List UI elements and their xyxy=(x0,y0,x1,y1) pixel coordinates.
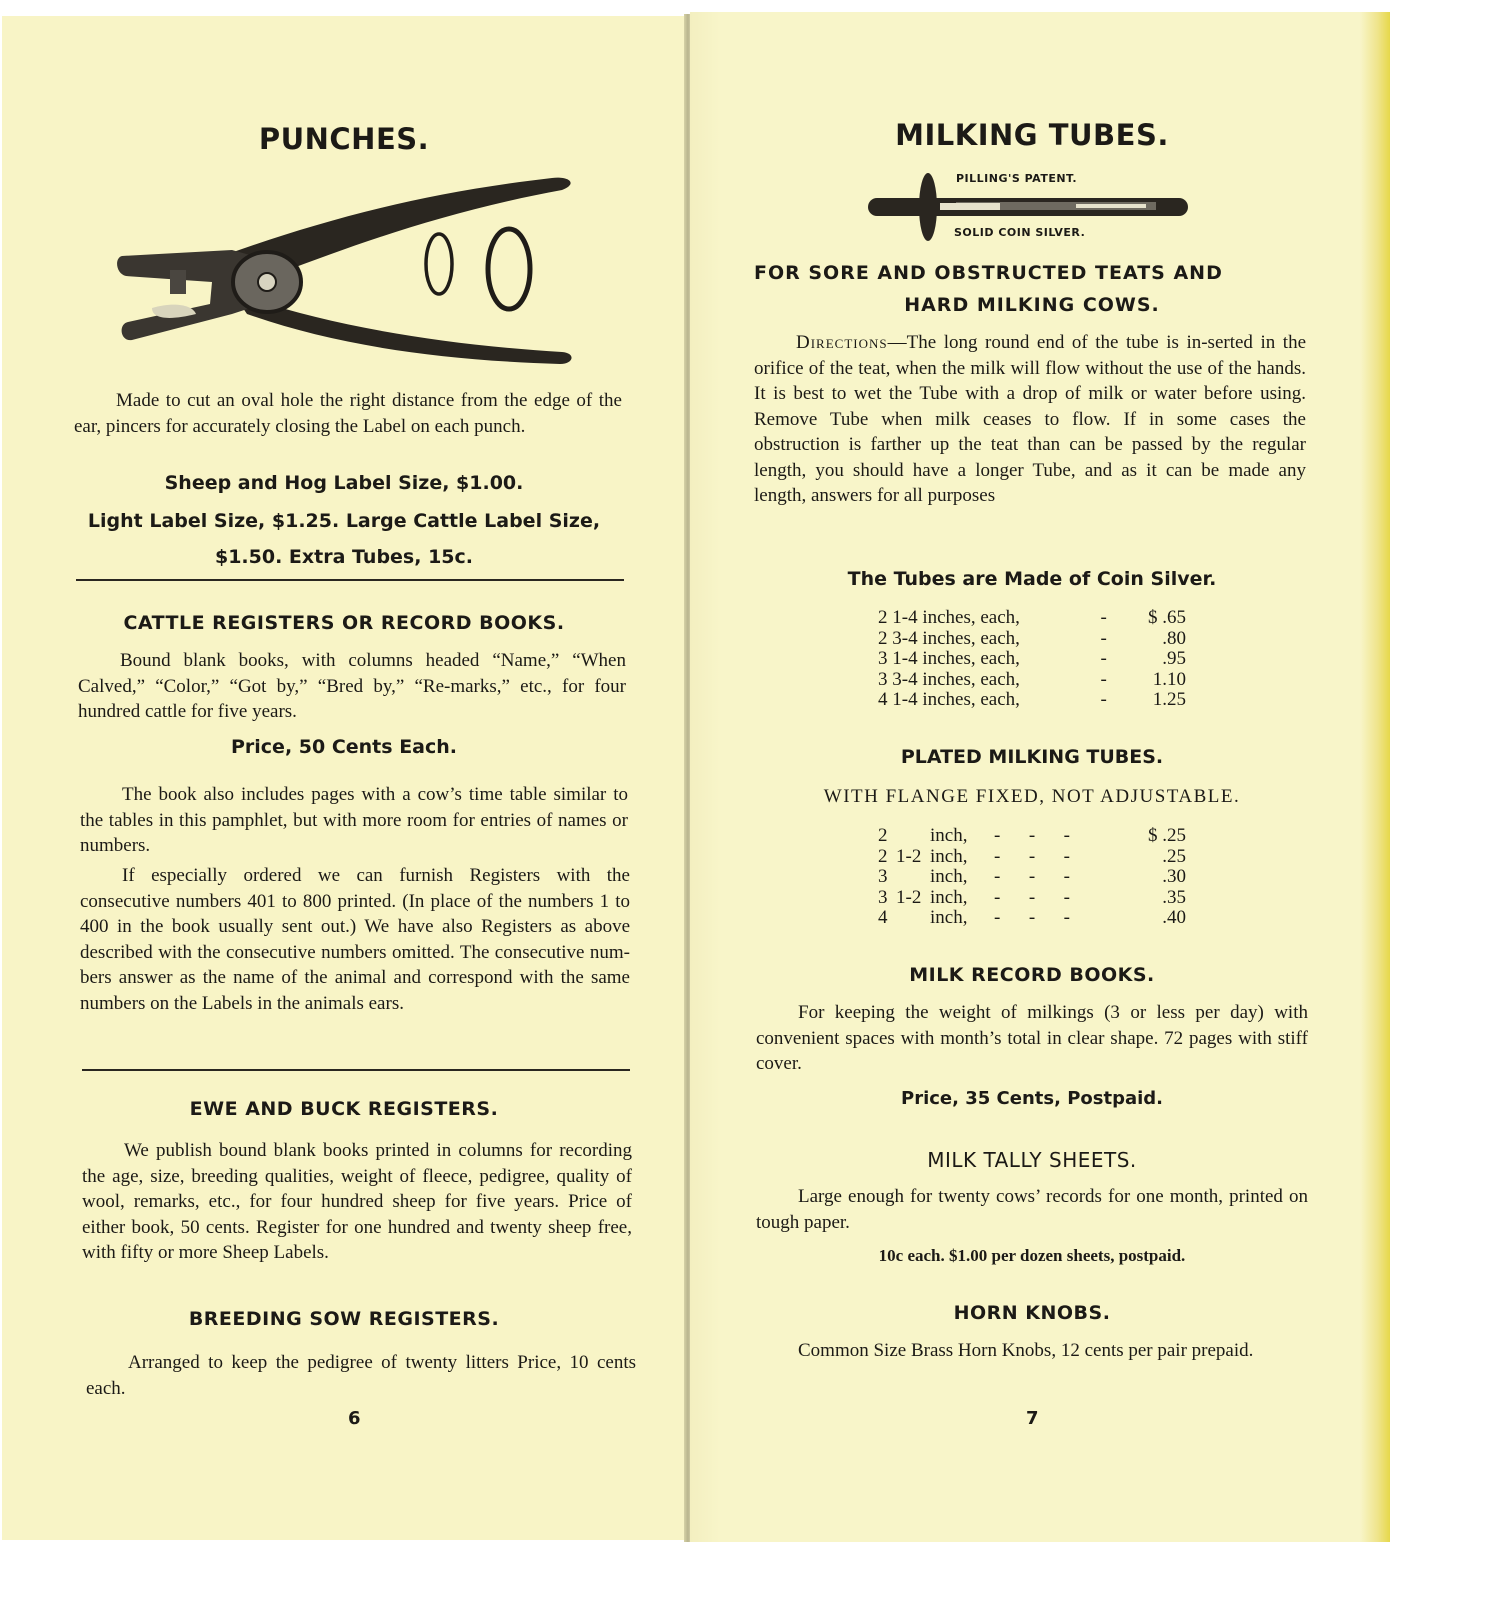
pillings-patent-label: PILLING'S PATENT. xyxy=(956,172,1078,185)
plated-row-dashes: - - - xyxy=(994,866,1070,887)
milk-record-books-description: For keeping the weight of milkings (3 or less per day) with convenient spaces with month’s total in clear shape. 72 pages with stiff cover. xyxy=(756,1002,1308,1074)
plated-row-price: .30 xyxy=(1162,866,1186,887)
milk-tally-sheets-description: Large enough for twenty cows’ records for one month, printed on tough paper. xyxy=(756,1186,1308,1233)
divider xyxy=(82,1069,630,1071)
plated-row-number: 2 xyxy=(878,825,888,846)
punch-pliers-illustration xyxy=(112,164,582,364)
coin-row-size: 3 3-4 inches, each, xyxy=(878,668,1020,690)
coin-row-size: 2 1-4 inches, each, xyxy=(878,607,1020,628)
plated-row-number: 3 xyxy=(878,866,888,887)
coin-price-row xyxy=(878,670,1186,691)
page-number-left: 6 xyxy=(348,1408,361,1429)
milk-tally-sheets-title: MILK TALLY SHEETS. xyxy=(927,1148,1137,1172)
plated-row-dashes: - - - xyxy=(994,907,1070,928)
plated-row-unit: inch, xyxy=(930,866,968,887)
plated-row-unit: inch, xyxy=(930,825,968,846)
breeding-sow-registers-title: BREEDING SOW REGISTERS. xyxy=(188,1308,500,1330)
coin-row-dash: - xyxy=(1100,648,1107,669)
plated-row-unit: inch, xyxy=(930,907,968,928)
coin-price-row xyxy=(878,629,1186,650)
directions-text: —The long round end of the tube is in-serted in the orifice of the teat, when the milk will flow without the use of the hands. It is best to wet the Tube with a drop of milk or water before using. Remove Tube when milk ceases to flow. If in some cases the obstruction is farther up the teat than can be passed by the regular length, you should have a longer Tube, and as it can be made any length, answers for all purposes xyxy=(754,332,1306,506)
punches-price-line-1: Sheep and Hog Label Size, $1.00. xyxy=(164,472,524,494)
punches-title: PUNCHES. xyxy=(258,122,430,156)
plated-row-unit: inch, xyxy=(930,886,968,908)
plated-price-row xyxy=(878,867,1186,888)
right-page xyxy=(690,12,1390,1542)
cattle-registers-description: Bound blank books, with columns headed “Name,” “When Calved,” “Color,” “Got by,” “Bred by,” “Re-marks,” etc., for four hundred cattle for five years. xyxy=(78,650,626,722)
plated-row-dashes: - - - xyxy=(994,825,1070,846)
coin-row-dash: - xyxy=(1100,668,1107,690)
breeding-sow-registers-description: Arranged to keep the pedigree of twenty litters Price, 10 cents each. xyxy=(86,1352,636,1399)
coin-row-price: $ .65 xyxy=(1148,607,1186,628)
plated-price-row xyxy=(878,847,1186,868)
milk-record-books-title: MILK RECORD BOOKS. xyxy=(909,964,1155,986)
cattle-registers-title: CATTLE REGISTERS OR RECORD BOOKS. xyxy=(123,612,565,634)
coin-row-dash: - xyxy=(1100,607,1107,628)
plated-row-dashes: - - - xyxy=(994,845,1070,867)
plated-row-number: 4 xyxy=(878,907,888,928)
coin-row-price: .80 xyxy=(1162,627,1186,649)
punches-price-line-3: $1.50. Extra Tubes, 15c. xyxy=(214,546,473,568)
ewe-buck-registers-description: We publish bound blank books printed in columns for recording the age, size, breeding qualities, weight of fleece, pedigree, quality of wool, remarks, etc., for four hundred sheep for five years. Price of either book, 50 cents. Register for one hundred and twenty sheep free, with fifty or more Sheep Labels. xyxy=(82,1140,632,1263)
plated-row-unit: inch, xyxy=(930,845,968,867)
coin-price-row xyxy=(878,608,1186,629)
plated-price-row xyxy=(878,888,1186,909)
plated-row-price: $ .25 xyxy=(1148,825,1186,846)
coin-row-size: 3 1-4 inches, each, xyxy=(878,648,1020,669)
coin-row-price: .95 xyxy=(1162,648,1186,669)
milking-tubes-directions xyxy=(754,330,1306,509)
plated-row-price: .35 xyxy=(1162,886,1186,908)
coin-silver-heading: The Tubes are Made of Coin Silver. xyxy=(847,568,1217,590)
cattle-registers-paragraph-3: If especially ordered we can furnish Registers with the consecutive numbers 401 to 800 printed. (In place of the numbers 1 to 400 in the book usually sent out.) We have also Registers as above described with the consecutive numbers omitted. The consecutive num-bers answer as the name of the animal and correspond with the same numbers on the Labels in the animals ears. xyxy=(80,865,630,1014)
plated-row-price: .25 xyxy=(1162,845,1186,867)
plated-row-dashes: - - - xyxy=(994,886,1070,908)
coin-row-size: 4 1-4 inches, each, xyxy=(878,689,1020,710)
coin-row-price: 1.25 xyxy=(1152,689,1186,710)
plated-tubes-title: PLATED MILKING TUBES. xyxy=(900,746,1164,768)
plated-row-fraction xyxy=(896,826,930,847)
cattle-registers-price: Price, 50 Cents Each. xyxy=(230,736,457,758)
page-number-right: 7 xyxy=(1026,1408,1039,1429)
milking-tubes-subtitle-line-1: FOR SORE AND OBSTRUCTED TEATS AND xyxy=(754,262,1223,284)
divider xyxy=(76,579,624,581)
plated-row-fraction xyxy=(896,867,930,888)
cattle-registers-paragraph-2: The book also includes pages with a cow’s time table similar to the tables in this pamphlet, but with more room for entries of names or numbers. xyxy=(80,784,628,856)
plated-price-row xyxy=(878,826,1186,847)
left-page xyxy=(2,16,686,1540)
coin-price-row xyxy=(878,649,1186,670)
plated-row-price: .40 xyxy=(1162,907,1186,928)
coin-row-size: 2 3-4 inches, each, xyxy=(878,627,1020,649)
ewe-buck-registers-title: EWE AND BUCK REGISTERS. xyxy=(189,1098,499,1120)
milk-record-books-price: Price, 35 Cents, Postpaid. xyxy=(901,1088,1163,1109)
plated-row-number: 3 xyxy=(878,886,888,908)
plated-row-fraction xyxy=(896,908,930,929)
punches-price-line-2: Light Label Size, $1.25. Large Cattle Label Size, xyxy=(87,510,601,532)
coin-row-price: 1.10 xyxy=(1152,668,1186,690)
milk-tally-sheets-price: 10c each. $1.00 per dozen sheets, postpaid. xyxy=(878,1246,1186,1265)
plated-row-number: 2 xyxy=(878,845,888,867)
plated-tubes-price-table xyxy=(878,826,1186,929)
solid-coin-silver-label: SOLID COIN SILVER. xyxy=(954,226,1086,239)
coin-silver-price-table xyxy=(878,608,1186,711)
plated-row-fraction: 1-2 xyxy=(896,845,922,867)
coin-price-row xyxy=(878,690,1186,711)
plated-price-row xyxy=(878,908,1186,929)
milking-tubes-subtitle-line-2: HARD MILKING COWS. xyxy=(904,294,1160,316)
plated-row-fraction: 1-2 xyxy=(896,886,922,908)
directions-label: Directions xyxy=(796,332,888,353)
coin-row-dash: - xyxy=(1100,627,1107,649)
milking-tubes-title: MILKING TUBES. xyxy=(895,118,1169,152)
milking-tube-illustration xyxy=(866,172,1196,252)
plated-tubes-subtitle: WITH FLANGE FIXED, NOT ADJUSTABLE. xyxy=(823,786,1241,807)
horn-knobs-description: Common Size Brass Horn Knobs, 12 cents per pair prepaid. xyxy=(798,1340,1254,1361)
punches-description: Made to cut an oval hole the right distance from the edge of the ear, pincers for accurately closing the Label on each punch. xyxy=(74,390,622,437)
horn-knobs-title: HORN KNOBS. xyxy=(953,1302,1111,1324)
coin-row-dash: - xyxy=(1100,689,1107,710)
